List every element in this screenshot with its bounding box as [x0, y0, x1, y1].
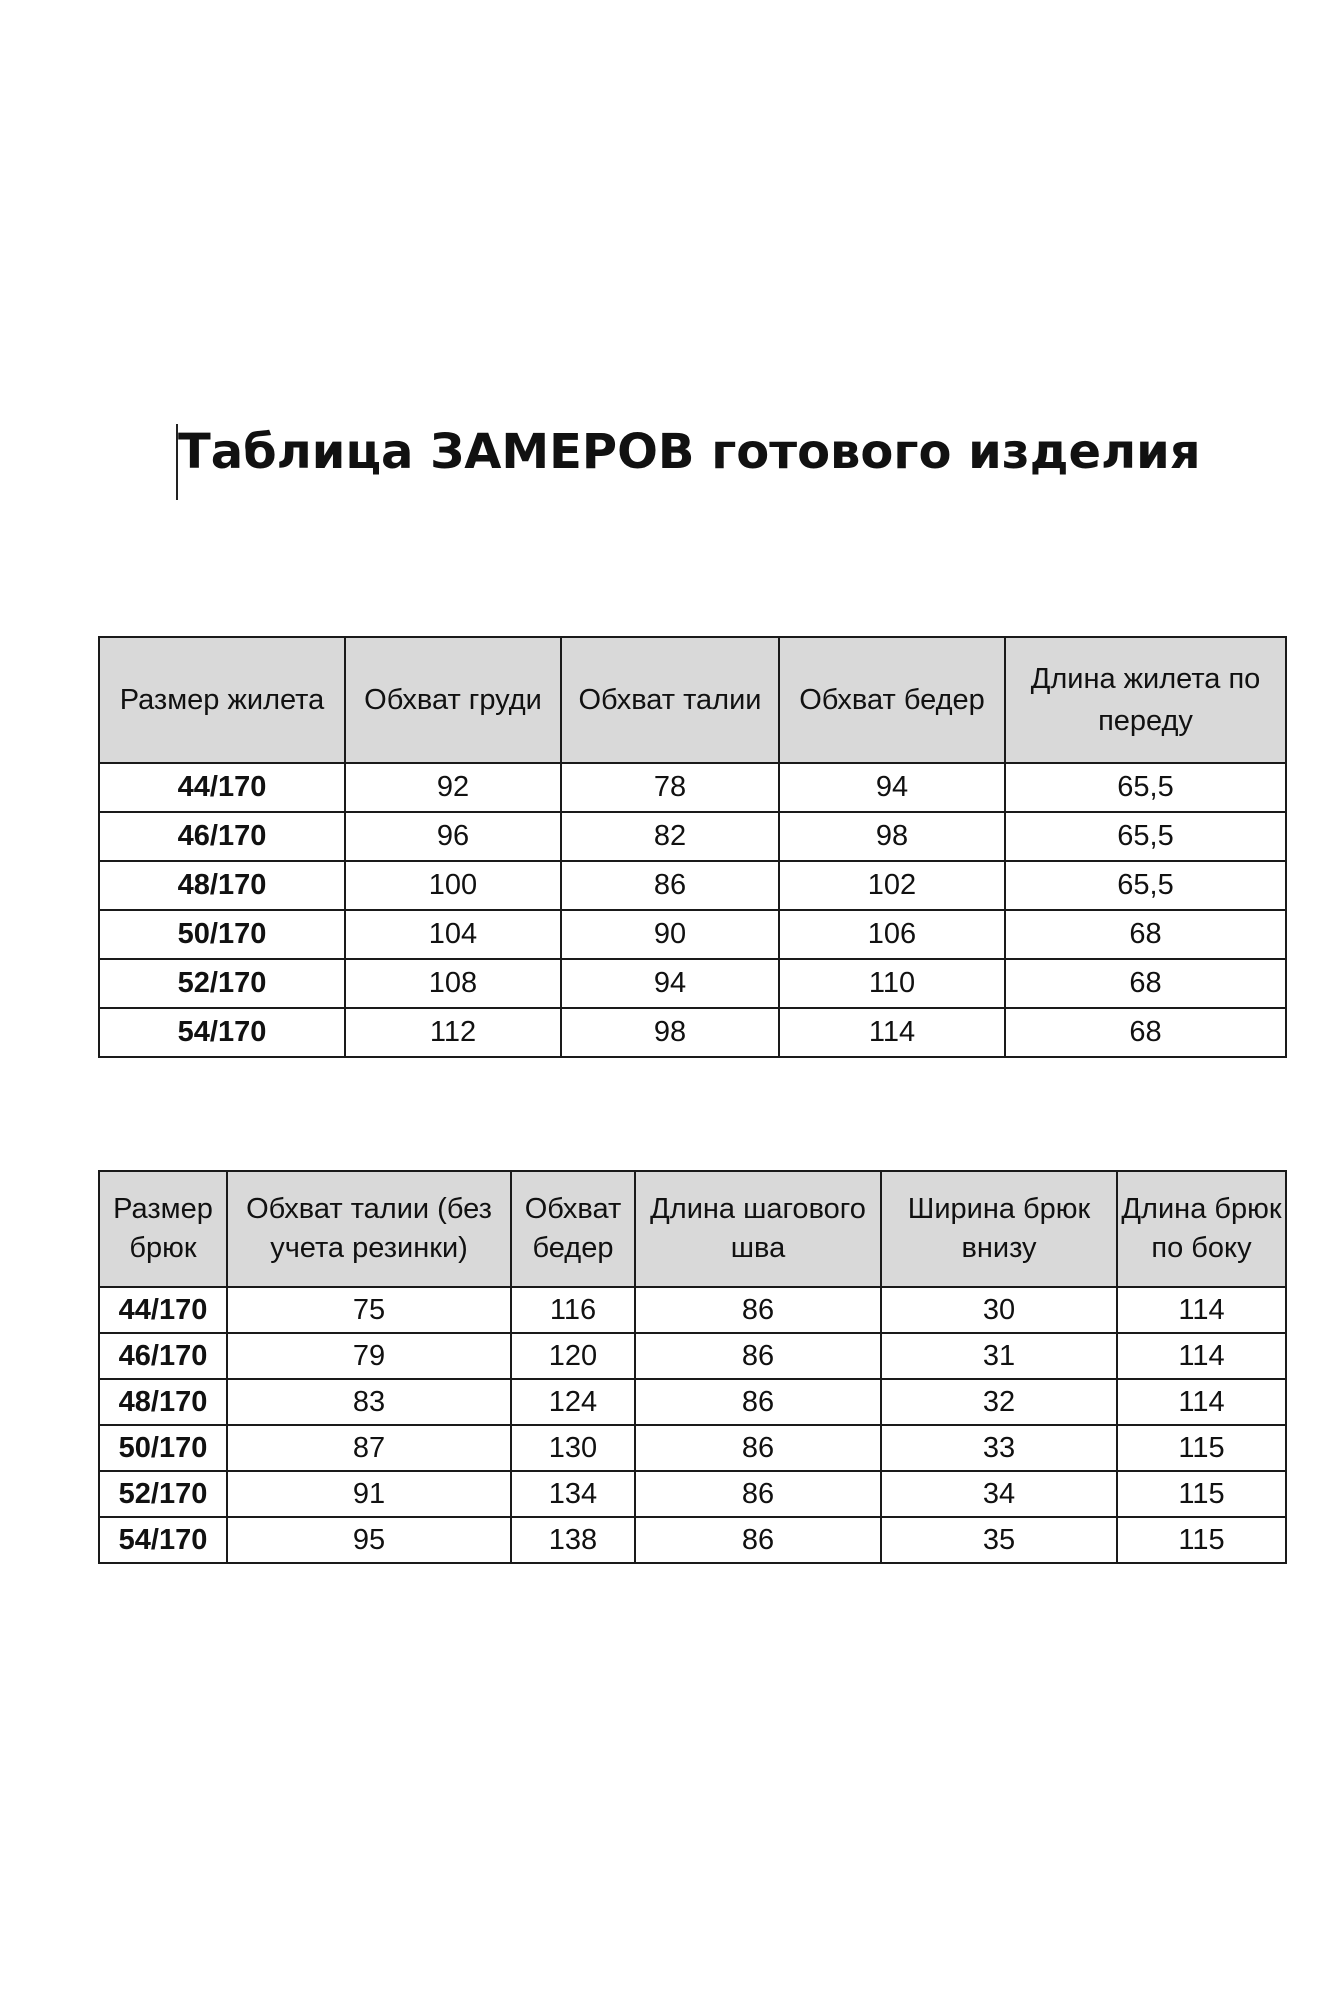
table-cell: 102: [779, 861, 1005, 910]
table-cell: 65,5: [1005, 861, 1286, 910]
size-cell: 54/170: [99, 1008, 345, 1057]
table-cell: 65,5: [1005, 812, 1286, 861]
header-cell: Размер жилета: [99, 637, 345, 763]
table-cell: 106: [779, 910, 1005, 959]
table-cell: 91: [227, 1471, 511, 1517]
size-cell: 52/170: [99, 959, 345, 1008]
table-cell: 86: [635, 1379, 881, 1425]
table-cell: 110: [779, 959, 1005, 1008]
table-row: [99, 1287, 1286, 1333]
table-cell: 114: [1117, 1379, 1286, 1425]
table-cell: 86: [561, 861, 779, 910]
table-row: [99, 1379, 1286, 1425]
table-cell: 108: [345, 959, 561, 1008]
table-cell: 94: [561, 959, 779, 1008]
table-cell: 86: [635, 1471, 881, 1517]
table-cell: 82: [561, 812, 779, 861]
table-cell: 31: [881, 1333, 1117, 1379]
pants-measurements-table: [98, 1170, 1287, 1564]
table-cell: 75: [227, 1287, 511, 1333]
size-cell: 46/170: [99, 812, 345, 861]
header-cell: Длина жилета по переду: [1005, 637, 1286, 763]
table-cell: 100: [345, 861, 561, 910]
table-row: [99, 1425, 1286, 1471]
table-cell: 86: [635, 1425, 881, 1471]
table-cell: 115: [1117, 1517, 1286, 1563]
table-cell: 98: [561, 1008, 779, 1057]
table-row: [99, 910, 1286, 959]
header-cell: Обхват талии: [561, 637, 779, 763]
table-cell: 34: [881, 1471, 1117, 1517]
table-row: [99, 1471, 1286, 1517]
table-cell: 35: [881, 1517, 1117, 1563]
size-cell: 46/170: [99, 1333, 227, 1379]
table-cell: 86: [635, 1287, 881, 1333]
table-cell: 116: [511, 1287, 635, 1333]
table-row: [99, 1333, 1286, 1379]
table-cell: 130: [511, 1425, 635, 1471]
table-row: [99, 1517, 1286, 1563]
table-cell: 120: [511, 1333, 635, 1379]
table-cell: 79: [227, 1333, 511, 1379]
table-row: [99, 812, 1286, 861]
size-cell: 44/170: [99, 763, 345, 812]
size-cell: 48/170: [99, 1379, 227, 1425]
size-cell: 48/170: [99, 861, 345, 910]
table-row: [99, 861, 1286, 910]
header-cell: Размер брюк: [99, 1171, 227, 1287]
table-cell: 98: [779, 812, 1005, 861]
table-cell: 138: [511, 1517, 635, 1563]
table-row: [99, 959, 1286, 1008]
table-header-row: [99, 637, 1286, 763]
table-cell: 94: [779, 763, 1005, 812]
header-cell: Длина брюк по боку: [1117, 1171, 1286, 1287]
table-cell: 78: [561, 763, 779, 812]
table-cell: 115: [1117, 1425, 1286, 1471]
table-cell: 114: [779, 1008, 1005, 1057]
table-cell: 114: [1117, 1287, 1286, 1333]
table-cell: 96: [345, 812, 561, 861]
table-cell: 115: [1117, 1471, 1286, 1517]
table-cell: 112: [345, 1008, 561, 1057]
header-cell: Длина шагового шва: [635, 1171, 881, 1287]
table-cell: 83: [227, 1379, 511, 1425]
size-cell: 52/170: [99, 1471, 227, 1517]
table-cell: 95: [227, 1517, 511, 1563]
size-cell: 54/170: [99, 1517, 227, 1563]
table-cell: 87: [227, 1425, 511, 1471]
size-cell: 50/170: [99, 910, 345, 959]
size-cell: 50/170: [99, 1425, 227, 1471]
header-cell: Ширина брюк внизу: [881, 1171, 1117, 1287]
table-cell: 124: [511, 1379, 635, 1425]
table-cell: 114: [1117, 1333, 1286, 1379]
table-cell: 134: [511, 1471, 635, 1517]
table-cell: 32: [881, 1379, 1117, 1425]
table-cell: 86: [635, 1517, 881, 1563]
table-cell: 30: [881, 1287, 1117, 1333]
header-cell: Обхват груди: [345, 637, 561, 763]
table-cell: 65,5: [1005, 763, 1286, 812]
table-row: [99, 1008, 1286, 1057]
header-cell: Обхват талии (без учета резинки): [227, 1171, 511, 1287]
table-cell: 33: [881, 1425, 1117, 1471]
table-cell: 68: [1005, 959, 1286, 1008]
table-cell: 86: [635, 1333, 881, 1379]
table-row: [99, 763, 1286, 812]
page-title: Таблица ЗАМЕРОВ готового изделия: [178, 424, 1201, 480]
table-cell: 92: [345, 763, 561, 812]
header-cell: Обхват бедер: [779, 637, 1005, 763]
table-cell: 104: [345, 910, 561, 959]
vest-measurements-table: [98, 636, 1287, 1058]
table-cell: 68: [1005, 1008, 1286, 1057]
table-header-row: [99, 1171, 1286, 1287]
table-cell: 68: [1005, 910, 1286, 959]
table-cell: 90: [561, 910, 779, 959]
size-cell: 44/170: [99, 1287, 227, 1333]
header-cell: Обхват бедер: [511, 1171, 635, 1287]
